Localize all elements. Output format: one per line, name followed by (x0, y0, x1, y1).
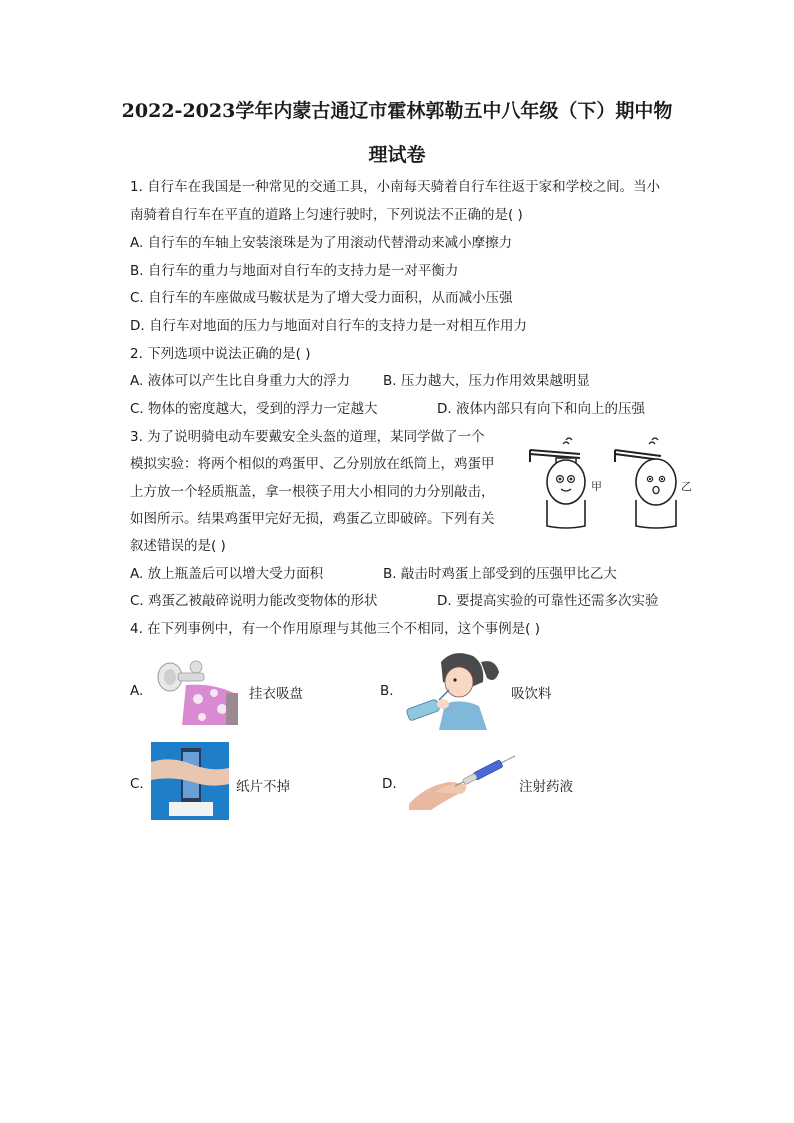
q3-option-b: B. 敲击时鸡蛋上部受到的压强甲比乙大 (383, 566, 617, 582)
q4-option-b-caption: 吸饮料 (511, 686, 552, 702)
q4-option-a-letter: A. (130, 683, 144, 699)
inverted-glass-paper-image (151, 742, 229, 820)
q3-stem-line5: 叙述错误的是( ) (130, 538, 226, 554)
egg-jia-icon (547, 460, 585, 504)
q2-option-d: D. 液体内部只有向下和向上的压强 (437, 401, 645, 417)
q3-stem-line4: 如图所示。结果鸡蛋甲完好无损，鸡蛋乙立即破碎。下列有关 (130, 511, 495, 527)
page-title-line2: 理试卷 (368, 144, 426, 166)
q2-option-a: A. 液体可以产生比自身重力大的浮力 (130, 373, 351, 389)
q3-option-d: D. 要提高实验的可靠性还需多次实验 (437, 593, 659, 609)
q3-stem-line1: 3. 为了说明骑电动车要戴安全头盔的道理，某同学做了一个 (130, 429, 485, 445)
q2-stem: 2. 下列选项中说法正确的是( ) (130, 346, 311, 362)
fig-label-yi: 乙 (681, 480, 692, 493)
q4-stem: 4. 在下列事例中，有一个作用原理与其他三个不相同，这个事例是( ) (130, 621, 540, 637)
girl-drinking-image (403, 648, 503, 730)
q4-option-c-letter: C. (130, 776, 144, 792)
q4-option-d-caption: 注射药液 (519, 779, 573, 795)
q1-option-b: B. 自行车的重力与地面对自行车的支持力是一对平衡力 (130, 263, 459, 279)
syringe-injection-image (405, 752, 517, 810)
q1-stem-line1: 1. 自行车在我国是一种常见的交通工具，小南每天骑着自行车往返于家和学校之间。当小 (130, 179, 661, 195)
q2-option-c: C. 物体的密度越大，受到的浮力一定越大 (130, 401, 378, 417)
q1-option-a: A. 自行车的车轴上安装滚珠是为了用滚动代替滑动来减小摩擦力 (130, 235, 513, 251)
suction-cup-hanger-image (152, 653, 242, 725)
egg-experiment-figure (525, 432, 695, 530)
q1-option-d: D. 自行车对地面的压力与地面对自行车的支持力是一对相互作用力 (130, 318, 527, 334)
q4-option-d-letter: D. (382, 776, 397, 792)
egg-yi-icon (636, 459, 676, 505)
q3-option-a: A. 放上瓶盖后可以增大受力面积 (130, 566, 324, 582)
q4-option-c-caption: 纸片不掉 (236, 779, 290, 795)
q3-option-c: C. 鸡蛋乙被敲碎说明力能改变物体的形状 (130, 593, 378, 609)
q2-option-b: B. 压力越大，压力作用效果越明显 (383, 373, 590, 389)
q4-option-b-letter: B. (380, 683, 394, 699)
q1-stem-line2: 南骑着自行车在平直的道路上匀速行驶时，下列说法不正确的是( ) (130, 207, 523, 223)
q3-stem-line2: 模拟实验：将两个相似的鸡蛋甲、乙分别放在纸筒上，鸡蛋甲 (130, 456, 495, 472)
q4-option-a-caption: 挂衣吸盘 (249, 686, 303, 702)
q3-stem-line3: 上方放一个轻质瓶盖，拿一根筷子用大小相同的力分别敲击， (130, 484, 495, 500)
page-title-line1: 2022-2023学年内蒙古通辽市霍林郭勒五中八年级（下）期中物 (121, 100, 673, 122)
fig-label-jia: 甲 (591, 480, 602, 493)
q1-option-c: C. 自行车的车座做成马鞍状是为了增大受力面积，从而减小压强 (130, 290, 513, 306)
